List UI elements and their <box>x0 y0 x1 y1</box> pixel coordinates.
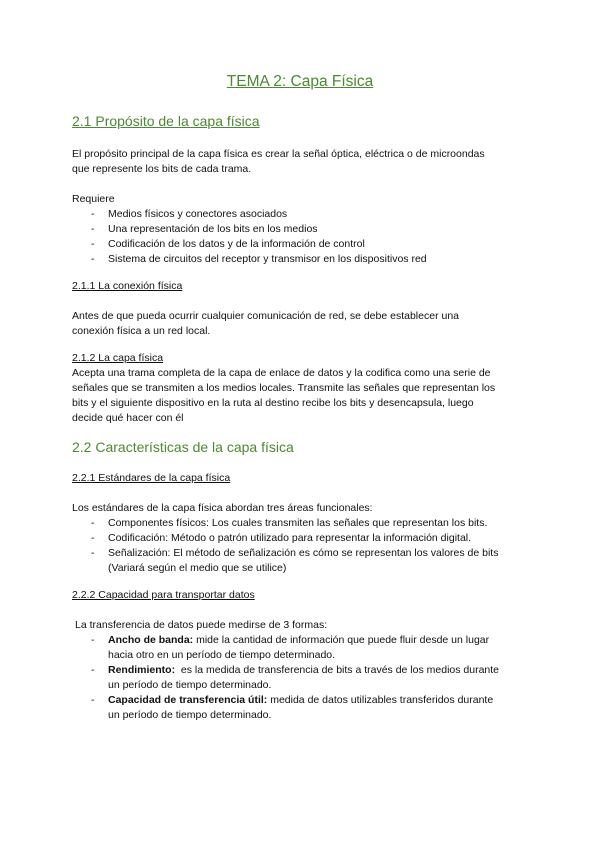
paragraph-2-2-2: La transferencia de datos puede medirse de 3 formas: <box>75 619 328 631</box>
paragraph-2-1-1-line-2: conexión física a un red local. <box>72 325 211 337</box>
capacity-item-throughput <box>108 663 499 679</box>
list-bullet: - <box>91 238 95 250</box>
list-bullet: - <box>91 634 95 646</box>
paragraph-2-1-2-line-2: señales que se transmiten a los medios locales. Transmite las señales que representan los <box>72 382 496 394</box>
list-bullet: - <box>91 547 95 559</box>
subsection-heading-2-2-1: 2.2.1 Estándares de la capa física <box>72 472 231 484</box>
section-heading-2-1: 2.1 Propósito de la capa física <box>72 113 260 129</box>
list-bullet: - <box>91 208 95 220</box>
requirement-item: Codificación de los datos y de la información de control <box>108 238 365 250</box>
section-heading-2-2: 2.2 Características de la capa física <box>72 439 294 455</box>
standard-item-continuation: (Variará según el medio que se utilice) <box>108 562 287 574</box>
list-bullet: - <box>91 694 95 706</box>
list-bullet: - <box>91 517 95 529</box>
requiere-label: Requiere <box>72 193 115 205</box>
standard-item: Señalización: El método de señalización es cómo se representan los valores de bits <box>108 547 499 559</box>
capacity-item-bandwidth-line-2: hacia otro en un período de tiempo determinado. <box>108 649 336 661</box>
page-title: TEMA 2: Capa Física <box>226 73 374 90</box>
paragraph-2-1-2-line-1: Acepta una trama completa de la capa de enlace de datos y la codifica como una serie de <box>72 367 491 379</box>
term-bandwidth: Ancho de banda: <box>108 634 194 646</box>
standard-item: Componentes físicos: Los cuales transmiten las señales que representan los bits. <box>108 517 488 529</box>
subsection-heading-2-1-2: 2.1.2 La capa física <box>72 352 164 364</box>
intro-line-2: que represente los bits de cada trama. <box>72 163 252 175</box>
list-bullet: - <box>91 664 95 676</box>
definition-throughput: es la medida de transferencia de bits a través de los medios durante <box>175 664 500 676</box>
capacity-item-bandwidth <box>108 633 489 649</box>
capacity-item-goodput-line-2: un período de tiempo determinado. <box>108 709 272 721</box>
paragraph-2-1-2-line-3: bits y el siguiente dispositivo en la ruta al destino recibe los bits y desencapsula, luego <box>72 397 474 409</box>
paragraph-2-1-2-line-4: decide qué hacer con él <box>72 412 184 424</box>
paragraph-2-2-1: Los estándares de la capa física abordan tres áreas funcionales: <box>72 502 373 514</box>
list-bullet: - <box>91 223 95 235</box>
standard-item: Codificación: Método o patrón utilizado para representar la información digital. <box>108 532 472 544</box>
term-goodput: Capacidad de transferencia útil: <box>108 694 268 706</box>
list-bullet: - <box>91 532 95 544</box>
requirement-item: Una representación de los bits en los medios <box>108 223 318 235</box>
requirement-item: Sistema de circuitos del receptor y transmisor en los dispositivos red <box>108 253 427 265</box>
subsection-heading-2-1-1: 2.1.1 La conexión física <box>72 280 183 292</box>
definition-goodput: medida de datos utilizables transferidos durante <box>267 694 494 706</box>
capacity-item-throughput-line-2: un período de tiempo determinado. <box>108 679 272 691</box>
intro-line-1: El propósito principal de la capa física es crear la señal óptica, eléctrica o de microondas <box>72 148 485 160</box>
list-bullet: - <box>91 253 95 265</box>
paragraph-2-1-1-line-1: Antes de que pueda ocurrir cualquier comunicación de red, se debe establecer una <box>72 310 459 322</box>
capacity-item-goodput <box>108 693 493 709</box>
term-throughput: Rendimiento: <box>108 664 176 676</box>
definition-bandwidth: mide la cantidad de información que puede fluir desde un lugar <box>193 634 490 646</box>
subsection-heading-2-2-2: 2.2.2 Capacidad para transportar datos <box>72 589 255 601</box>
requirement-item: Medios físicos y conectores asociados <box>108 208 288 220</box>
